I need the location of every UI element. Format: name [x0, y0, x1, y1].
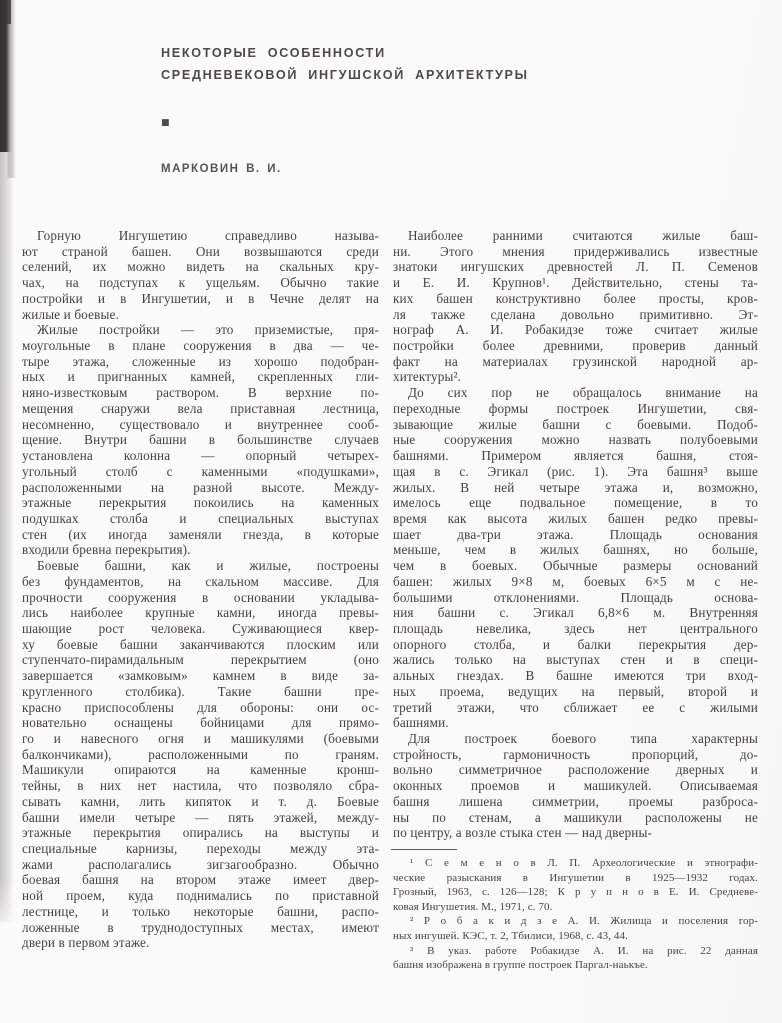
text-line: красно приспособлены для обороны: они ос- — [22, 699, 379, 715]
text-line: лись наиболее крупные камни, иногда превы- — [22, 605, 379, 621]
text-line: ступенчато-пирамидальным перекрытием (оно — [22, 652, 379, 668]
text-line: ные сооружения можно назвать полубоевыми — [393, 432, 758, 448]
right-column — [393, 228, 758, 841]
text-line: стройность, гармоничность пропорций, до- — [393, 746, 758, 762]
footnotes — [393, 856, 758, 973]
text-line: новательно оснащены бойницами для прямо- — [22, 715, 379, 731]
section-marker: ■ — [161, 118, 170, 128]
text-line: башнями. Примером является башня, стоя- — [393, 448, 758, 464]
text-line: мещения снаружи вела приставная лестница, — [22, 400, 379, 416]
text-line: башен: жилых 9×8 м, боевых 6×5 м с не- — [393, 573, 758, 589]
text-line: сывать камни, лить кипяток и т. д. Боевые — [22, 793, 379, 809]
text-line: угольный столб с каменными «подушками», — [22, 463, 379, 479]
article-title-line1: НЕКОТОРЫЕ ОСОБЕННОСТИ — [161, 46, 386, 60]
text-line: этажные перекрытия покоились на каменных — [22, 495, 379, 511]
text-line: щение. Внутри башни в большинстве случаев — [22, 432, 379, 448]
author-name: МАРКОВИН В. И. — [161, 163, 282, 175]
text-line: кругленного столбика). Такие башни пре- — [22, 683, 379, 699]
text-line: жами располагались зигзагообразно. Обычно — [22, 856, 379, 872]
text-line: ложенные в труднодоступных местах, имеют — [22, 919, 379, 935]
text-line: нограф А. И. Робакидзе тоже считает жилые — [393, 322, 758, 338]
text-line: шающие рост человека. Суживающиеся квер- — [22, 620, 379, 636]
text-line: шает два-три этажа. Площадь основания — [393, 526, 758, 542]
text-line: чем в боевых. Обычные размеры оснований — [393, 558, 758, 574]
text-line: ных ингушей. КЭС, т. 2, Тбилиси, 1968, с. 43, 44. — [393, 929, 628, 942]
text-line: факт на материалах грузинской народной ар- — [393, 353, 758, 369]
footnote-separator-rule — [391, 849, 457, 850]
text-line: башнями. — [393, 715, 449, 731]
text-line: тейны, в них нет настила, что позволяло сбра- — [22, 778, 379, 794]
text-line: ной проем, куда поднимались по приставной — [22, 888, 379, 904]
text-line: ких башен конструктивно более просты, кров- — [393, 290, 758, 306]
text-line: ют страной башен. Они возвышаются среди — [22, 243, 379, 259]
text-line: стен (их иногда заменяли гнезда, в которые — [22, 526, 379, 542]
text-line: подушках столба и специальных выступах — [22, 510, 379, 526]
text-line: жилые и боевые. — [22, 306, 119, 322]
text-line: постройки и в Ингушетии, и в Чечне делят на — [22, 290, 379, 306]
text-line: специальные карнизы, переходы между эта- — [22, 841, 379, 857]
scan-edge-fade — [0, 880, 16, 940]
text-line: прочности сооружения в основании укладыва- — [22, 589, 379, 605]
text-line: имелось еще подвальное помещение, в то — [393, 495, 758, 511]
text-line: балкончиками), расположенными по граням. — [22, 746, 379, 762]
scan-edge-light — [0, 152, 14, 922]
text-line: опорного столба, и балки перекрытия дер- — [393, 636, 758, 652]
text-line: башни имели четыре — пять этажей, между- — [22, 809, 379, 825]
text-line: ху боевые башни заканчиваются плоским или — [22, 636, 379, 652]
text-line: башня изображена в группе построек Паргал-наькъе. — [393, 959, 648, 972]
text-line: ных и пригнанных камней, скрепленных гли- — [22, 369, 379, 385]
text-line: Наиболее ранними считаются жилые баш- — [408, 228, 758, 243]
text-line: хитектуры². — [393, 369, 462, 385]
text-line: входили бревна перекрытия). — [22, 542, 191, 558]
text-line: тыре этажа, сложенные из хорошо подобран- — [22, 353, 379, 369]
text-line: без фундаментов, на скальном массиве. Для — [22, 573, 379, 589]
text-line: Боевые башни, как и жилые, построены — [37, 558, 379, 574]
text-line: расположенными на разной высоте. Между- — [22, 479, 379, 495]
text-line: Горную Ингушетию справедливо называ- — [37, 228, 379, 243]
text-line: Грозный, 1963, с. 126—128; К р у п н о в Е. И. Средневе- — [393, 886, 758, 899]
text-line: жались только на выступах стен и в специ- — [393, 652, 758, 668]
text-line: ческие разыскания в Ингушетии в 1925—1932 годах. — [393, 871, 758, 884]
text-line: Машикули опираются на каменные кронш- — [22, 762, 379, 778]
text-line: жилых. В ней четыре этажа и, возможно, — [393, 479, 758, 495]
text-line: вольно симметричное расположение дверных и — [393, 762, 758, 778]
text-line: До сих пор не обращалось внимание на — [408, 385, 758, 401]
text-line: завершается «замковым» камнем в виде за- — [22, 668, 379, 684]
text-line: площадь невелика, здесь нет центрального — [393, 620, 758, 636]
article-title — [161, 42, 529, 86]
text-line: постройки более древними, проверив данный — [393, 338, 758, 354]
text-line: ³ В указ. работе Робакидзе А. И. на рис. 22 данная — [410, 944, 758, 957]
text-line: оконных проемов и машикулей. Описываемая — [393, 778, 758, 794]
text-line: Жилые постройки — это приземистые, пря- — [37, 322, 379, 338]
text-line: и Е. И. Крупнов¹. Действительно, стены та- — [393, 275, 758, 291]
text-line: время как высота жилых башен редко превы- — [393, 510, 758, 526]
text-line: Для построек боевого типа характерны — [408, 731, 758, 746]
text-line: ния башни с. Эгикал 6,8×6 м. Внутренняя — [393, 605, 758, 621]
text-line: несомненно, существовало и внутреннее сооб- — [22, 416, 379, 432]
text-line: чах, на подступах к ущельям. Обычно такие — [22, 275, 379, 291]
text-line: этажные перекрытия опирались на выступы и — [22, 825, 379, 841]
text-line: башня лишена симметрии, проемы разброса- — [393, 793, 758, 809]
text-line: го и навесного огня и машикулями (боевыми — [22, 731, 379, 746]
text-line: зывающие жилые башни с боевыми. Подоб- — [393, 416, 758, 432]
text-line: большими отклонениями. Площадь основа- — [393, 589, 758, 605]
text-line: моугольные в плане сооружения в два — че- — [22, 338, 379, 354]
text-line: щая в с. Эгикал (рис. 1). Эта башня³ выше — [393, 463, 758, 479]
text-line: по центру, а возле стыка стен — над дверны- — [393, 825, 653, 841]
text-line: лестнице, и только некоторые башни, распо- — [22, 903, 379, 919]
text-line: альных гнездах. В башне имеются три вход- — [393, 668, 758, 684]
text-line: ² Р о б а к и д з е А. И. Жилища и поселения гор- — [410, 915, 758, 928]
text-line: няно-известковым раствором. В верхние по- — [22, 385, 379, 401]
text-line: двери в первом этаже. — [22, 935, 150, 951]
text-line: ¹ С е м е н о в Л. П. Археологические и этнографи- — [410, 857, 758, 869]
text-line: ковая Ингушетия. М., 1971, с. 70. — [393, 900, 553, 913]
text-line: ни. Этого мнения придерживались известные — [393, 243, 758, 259]
text-line: ных проема, ведущих на первый, второй и — [393, 683, 758, 699]
text-line: меньше, чем в жилых башнях, но больше, — [393, 542, 758, 558]
text-line: боевая башня на втором этаже имеет двер- — [22, 872, 379, 888]
left-column — [22, 228, 379, 951]
text-line: ля также сделана довольно примитивно. Эт- — [393, 306, 758, 322]
text-line: переходные формы построек Ингушетии, свя- — [393, 400, 758, 416]
text-line: установлена колонна — опорный четырех- — [22, 448, 379, 464]
article-title-line2: СРЕДНЕВЕКОВОЙ ИНГУШСКОЙ АРХИТЕКТУРЫ — [161, 68, 529, 82]
text-line: третий этажи, что сближает ее с жилыми — [393, 699, 758, 715]
text-line: ны по стенам, а машикули расположены не — [393, 809, 758, 825]
text-line: знатоки ингушских древностей Л. П. Семенов — [393, 259, 758, 275]
text-line: селений, их можно видеть на скальных кру- — [22, 259, 379, 275]
